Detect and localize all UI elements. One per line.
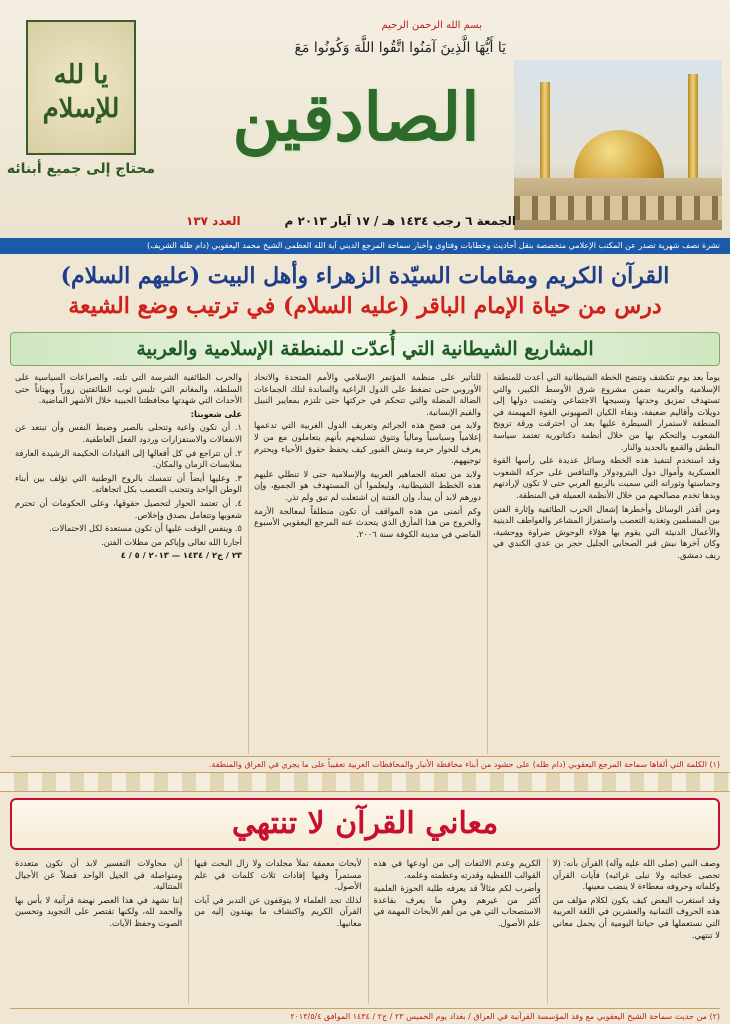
paragraph: للتأثير على منظمة المؤتمر الإسلامي والأمم المتحدة والاتحاد الأوروبي حتى تضغط على الدول الراعية والساندة لتلك الجماعات الضالة المضلة والتي تتحكم في حركتها حتى تلتزم بمعايير النبيل والقيم الإنسانية.	[254, 372, 481, 417]
paragraph: ١. أن تكون واعية وتتحلى بالصبر وضبط النفس وأن تبتعد عن الانفعالات والاستفزازات وردود الفعل العاطفية.	[15, 422, 242, 444]
paragraph: أجارنا الله تعالى وإياكم من مظلات الفتن.	[101, 536, 242, 547]
article1-title: المشاريع الشيطانية التي أُعدّت للمنطقة الإسلامية والعربية	[136, 338, 594, 360]
paragraph: ولابد من تعبئة الجماهير العربية والإسلامية حتى لا تنطلي عليهم هذه الخطط الشيطانية، وليعلموا أن المستهدف هو الجميع، وإن دورهم لابد أن يبدأ، وإن الفتنة إن اشتعلت لم تبق ولم تذر.	[254, 468, 481, 502]
paragraph: لذلك تجد العلماء لا يتوقفون عن التدبر في آيات القرآن الكريم واكتشاف ما يهتدون إليه من معانيها.	[194, 894, 362, 928]
headline-1: القرآن الكريم ومقامات السيّدة الزهراء وأهل البيت (عليهم السلام)	[60, 263, 670, 289]
paragraph: وقد استخدم لتنفيذ هذه الخطة وسائل عديدة على رأسها القوة العسكرية وأموال دول البترودولار والتنافس على حركة الشعوب وحماستها وثوراته التي سميت بالربيع العربي حتى لا تكون لإرادتهم ويدها تخدم مصالحهم من خلال الأنظمة العميلة في المنطقة.	[493, 455, 720, 500]
bismillah: بسم الله الرحمن الرحيم	[381, 20, 482, 31]
paragraph: الكريم وعدم الالتفات إلى من أودعها في هذه القوالب اللفظية وقدرته وعظمته وعلمه.	[373, 858, 541, 880]
paragraph: ٤. أن تعتمد الحوار لتحصيل حقوقها، وعلى الحكومات أن تحترم شعوبها وتتعامل بصدق وإخلاص.	[15, 497, 242, 520]
calligraphy-emblem	[6, 20, 156, 200]
paragraph: والحرب الطائفية الشرسة التي تلته، والصراعات السياسية على السلطة، والمغانم التي تلبس ثوب الطائفتين زوراً وبهتاناً حتى الأحداث التي شهدتها محافظتنا الحبيبة خلال الأشهر الماضية.	[15, 372, 242, 406]
paragraph: ٢. أن تتراجع في كل أفعالها إلى القيادات الحكيمة الرشيدة العارفة بملابسات الزمان والمكان.	[15, 447, 242, 470]
paragraph: إننا نشهد في هذا العصر نهضة قرآنية لا بأس بها والحمد لله، ولكنها تقتصر على التجويد وتحسين الصوت وحفظ الآيات.	[15, 894, 183, 928]
paragraph: ٥. وينفس الوقت عليها أن تكون مستعدة لكل الاحتمالات.	[49, 523, 242, 534]
article1-columns	[10, 372, 720, 754]
masthead-header	[0, 0, 730, 238]
paragraph: لأبحاث معمقة تملأ مجلدات ولا زال البحث فيها مستمراً وفيها إفادات ثلاث كلمات في علم الأصول.	[194, 858, 362, 892]
publication-band: نشرة نصف شهرية تصدر عن المكتب الإعلامي متخصصة بنقل أحاديث وخطابات وفتاوى وأخبار سماحة المرجع الديني آية الله العظمى الشيخ محمد اليعقوبي (دام ظله الشريف)	[0, 238, 730, 254]
paragraph: أن محاولات التفسير لابد أن تكون متعددة ومتواصلة في الجيل الواحد فضلاً عن الأجيال المتتالية.	[15, 858, 183, 892]
minaret-right	[688, 74, 698, 184]
article1-col-2	[248, 372, 481, 754]
article2-col-3	[188, 858, 361, 1004]
article2-col-4	[10, 858, 182, 1004]
article2-banner	[10, 798, 720, 850]
paragraph: وصف النبي (صلى الله عليه وآله) القرآن بأنه: (لا تحصى عجائبه ولا تبلى غرائبه) فآيات القرآن وكلماته وحروفه معطاءة لا ينضب معينها.	[552, 858, 720, 892]
article2-columns	[10, 858, 720, 1004]
issue-number: العدد ١٣٧	[186, 214, 241, 228]
paragraph: على شعوبنا:	[190, 408, 242, 419]
paragraph: وأضرب لكم مثالاً قد يعرفه طلبة الحوزة العلمية أكثر من غيرهم وهي ما يعرف بقاعدة الاستصحاب التي هي من أهم الأبحاث المهمة في علم الأصول.	[373, 883, 541, 928]
issue-date: الجمعة ٦ رجب ١٤٣٤ هـ / ١٧ آيار ٢٠١٣ م	[284, 214, 516, 228]
minaret-left	[540, 82, 550, 182]
paragraph: وقد استغرب البعض كيف يكون لكلام مؤلف من هذه الحروف الثمانية والعشرين في اللغة العربية التي نستعملها في حياتنا اليومية أن يحمل معاني لا تنتهي.	[552, 894, 720, 940]
decorative-divider	[0, 772, 730, 792]
paragraph: يوماً بعد يوم تتكشف وتتضح الخطة الشيطانية التي أعدت للمنطقة الإسلامية والعربية ضمن مشروع شرق الأوسط الكبير، والتي تستهدف تمزيق وحدتها ونسيجها الاجتماعي وتفتيت دولها إلى دويلات وأقاليم ضعيفة، وبقاء الكيان الصهيوني القوة المهيمنة في المنطقة لاستمرار السيطرة عليها بعد أن احترقت ورقة ترويج الشعوب والتحكم بها من خلال أنظمة دكتاتورية تعتمد سياسة البطش والقمع بالحديد والنار.	[493, 372, 720, 452]
shrine-photo	[514, 60, 722, 230]
paragraph: ٣. وعليها أيضاً أن تتمسك بالروح الوطنية التي تؤلف بين أبناء الوطن الواحد وتتجنب التعصب بكل اتجاهاته.	[15, 472, 242, 495]
paragraph: ومن أقذر الوسائل وأخطرها إشعال الحرب الطائفية وإثارة الفتن بين المسلمين وتغذية التعصب واستفزاز المشاعر والعواطف الدينية والأعمال الدنيئة التي يقوم بها هؤلاء الوحوش ضراوة ووحشية، وكان آخرها نبش قبر الصحابي الجليل حجر بن عدي الكندي في ريف دمشق.	[493, 503, 720, 560]
article2-title: معاني القرآن لا تنتهي	[231, 806, 499, 841]
calligraphy-word: يا لله للإسلام	[42, 60, 120, 124]
quran-verse: يَا أَيُّهَا الَّذِينَ آمَنُوا اتَّقُوا اللَّهَ وَكُونُوا مَعَ	[294, 40, 506, 56]
article1-col-1	[487, 372, 720, 754]
article2-col-1	[547, 858, 720, 1004]
headline-2: درس من حياة الإمام الباقر (عليه السلام) في ترتيب وضع الشيعة	[68, 293, 662, 319]
article1-col-3	[10, 372, 242, 754]
article2-footnote: (٢) من حديث سماحة الشيخ اليعقوبي مع وفد المؤسسة القرآنية في العراق / بغداد يوم الخميس ٢٣ / ج٢ / ١٤٣٤ الموافق ٢٠١٣/٥/٤	[10, 1008, 720, 1022]
article1-date-signature: ٢٣ / ج٢ / ١٤٣٤ — ٢٠١٣ / ٥ / ٤	[120, 550, 242, 561]
article1-banner	[10, 332, 720, 366]
article2-col-2	[368, 858, 541, 1004]
paragraph: ولابد من فضح هذه الجرائم وتعريف الدول الغربية التي تدعمها إعلامياً وسياسياً ومالياً وتتوق تسليحهم بأنهم يتعاملون مع من لا يعرف للحوار حرمة ونبش القبور كيف يحفظ حقوق الأحياء ويحترم توجيههم.	[254, 420, 481, 466]
shrine-arches	[514, 196, 722, 220]
article1-footnote: (١) الكلمة التي ألقاها سماحة المرجع اليعقوبي (دام ظله) على حشود من أبناء محافظة الأنبار والمحافظات الغربية تعقيباً على ما يجري في العراق والمنطقة.	[10, 756, 720, 770]
newspaper-title: الصادقين	[232, 78, 480, 156]
paragraph: وكم أتمنى من هذه المواقف أن تكون منطلقاً لمعالجة الأزمة والخروج من هذا المأزق الذي يتحدث عنه المرجع اليعقوبي الأسبوع الماضي في مدينة الكوفة سنة ٢٠٠٦.	[254, 505, 481, 539]
calligraphy-frame	[26, 20, 136, 155]
calligraphy-caption: محتاج إلى جميع أبنائه	[6, 161, 156, 177]
